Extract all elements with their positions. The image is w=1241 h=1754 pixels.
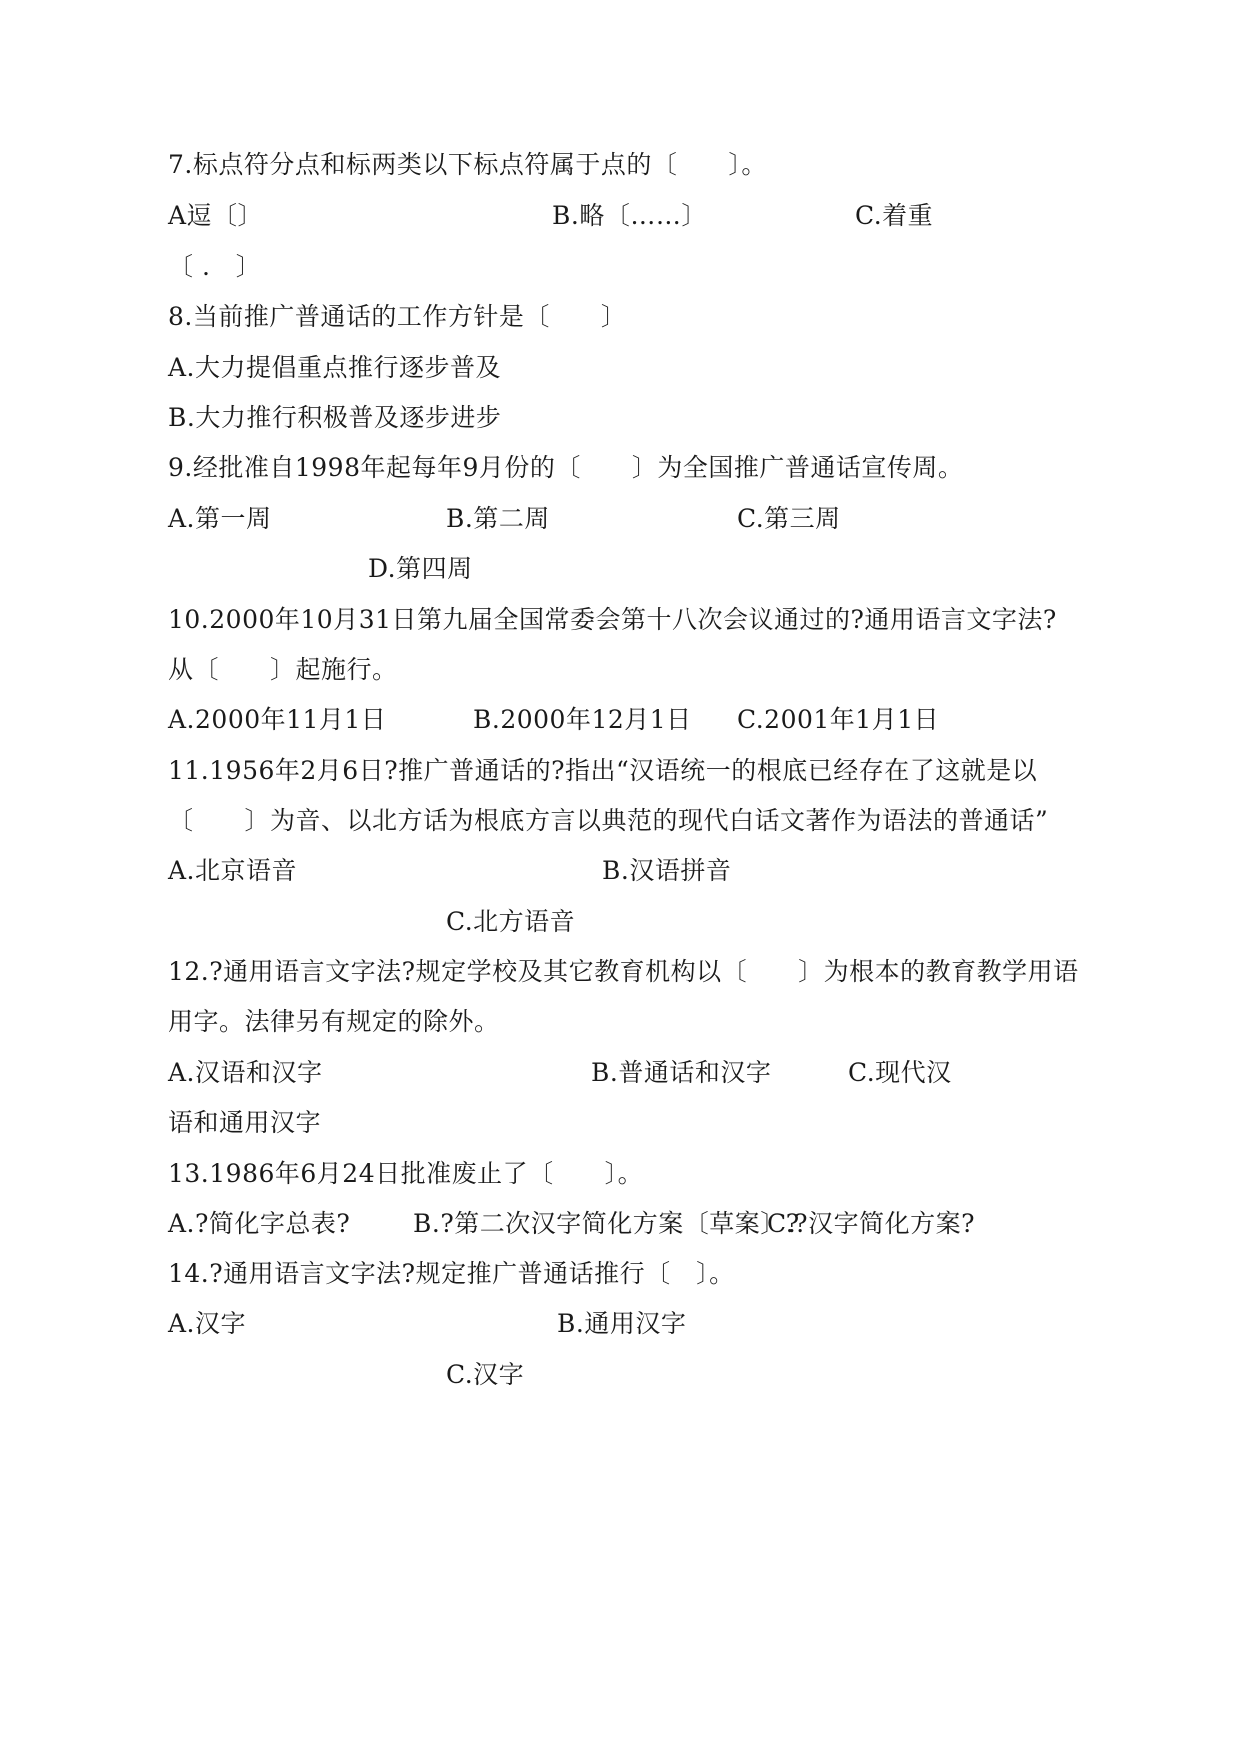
question-9-option-c: C.第三周 <box>737 504 841 533</box>
question-14-stem: 14.?通用语言文字法?规定推广普通话推行〔 〕。 <box>168 1259 735 1288</box>
question-13-stem: 13.1986年6月24日批准废止了〔 〕。 <box>168 1159 644 1188</box>
question-10-stem-continuation: 从〔 〕起施行。 <box>168 655 398 684</box>
question-11-stem: 11.1956年2月6日?推广普通话的?指出“汉语统一的根底已经存在了这就是以 <box>168 756 1038 785</box>
question-11-option-a: A.北京语音 <box>168 856 298 885</box>
question-11-option-b: B.汉语拼音 <box>602 856 732 885</box>
question-12-option-c-continuation: 语和通用汉字 <box>168 1108 322 1137</box>
question-12-stem-continuation: 用字。法律另有规定的除外。 <box>168 1007 500 1036</box>
question-9-option-b: B.第二周 <box>446 504 550 533</box>
question-8-stem: 8.当前推广普通话的工作方针是〔 〕 <box>168 302 627 331</box>
question-14-option-c: C.汉字 <box>446 1360 525 1389</box>
question-13-option-b: B.?第二次汉字简化方案〔草案〕? <box>413 1209 800 1238</box>
question-7-option-b: B.略〔……〕 <box>552 201 707 230</box>
question-7-option-c: C.着重 <box>855 201 934 230</box>
question-11-stem-continuation: 〔 〕为音、以北方话为根底方言以典范的现代白话文著作为语法的普通话” <box>168 806 1049 835</box>
question-7-stem: 7.标点符分点和标两类以下标点符属于点的〔 〕。 <box>168 150 767 179</box>
question-11-option-c: C.北方语音 <box>446 907 576 936</box>
question-8-option-a: A.大力提倡重点推行逐步普及 <box>168 353 502 382</box>
question-7-option-c-continuation: 〔 . 〕 <box>168 252 262 281</box>
question-14-option-a: A.汉字 <box>168 1309 247 1338</box>
question-9-option-d: D.第四周 <box>368 554 473 583</box>
question-9-stem: 9.经批准自1998年起每年9月份的〔 〕为全国推广普通话宣传周。 <box>168 453 964 482</box>
question-13-option-a: A.?简化字总表? <box>168 1209 351 1238</box>
question-8-option-b: B.大力推行积极普及逐步进步 <box>168 403 502 432</box>
question-12-stem: 12.?通用语言文字法?规定学校及其它教育机构以〔 〕为根本的教育教学用语 <box>168 957 1079 986</box>
question-10-stem: 10.2000年10月31日第九届全国常委会第十八次会议通过的?通用语言文字法? <box>168 605 1057 634</box>
question-12-option-a: A.汉语和汉字 <box>168 1058 323 1087</box>
question-10-option-c: C.2001年1月1日 <box>737 705 940 734</box>
question-9-option-a: A.第一周 <box>168 504 272 533</box>
question-12-option-c: C.现代汉 <box>848 1058 952 1087</box>
question-7-option-a: A逗〔〕 <box>168 201 264 230</box>
question-13-option-c: C.?汉字简化方案? <box>767 1209 975 1238</box>
question-10-option-a: A.2000年11月1日 <box>168 705 387 734</box>
question-14-option-b: B.通用汉字 <box>557 1309 687 1338</box>
question-12-option-b: B.普通话和汉字 <box>591 1058 772 1087</box>
question-10-option-b: B.2000年12月1日 <box>473 705 692 734</box>
